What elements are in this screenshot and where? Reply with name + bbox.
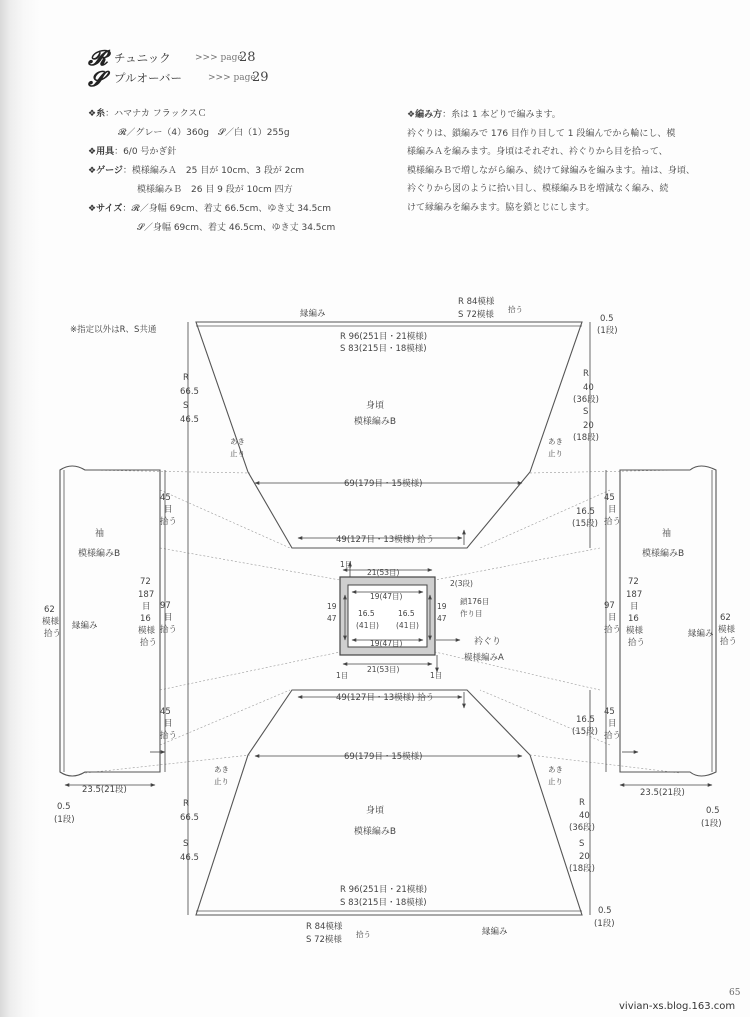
pick-45: 45 — [604, 493, 615, 503]
neck-21: 21(53目) — [367, 665, 400, 674]
chain-2: 作り目 — [460, 609, 483, 618]
edge-05: 0.5 — [706, 806, 720, 816]
pick-187-me: 目 — [142, 602, 151, 612]
sleeve-label: 袖 — [95, 529, 105, 539]
size-r: ：𝓡／身幅 69cm、着丈 66.5cm、ゆき丈 34.5cm — [122, 204, 332, 214]
r40: 40 — [579, 811, 590, 821]
r40-rows: (36段) — [569, 823, 595, 833]
aki-2: 止り — [548, 777, 563, 786]
body-label: 身頃 — [365, 806, 385, 816]
neck-47v: 47 — [437, 614, 447, 623]
s20: 20 — [583, 421, 594, 431]
len-72: 72 — [628, 577, 639, 587]
yarn-colors: 𝓡／グレー（4）360g 𝓢／白（1）255g — [118, 128, 290, 138]
pick-up: 拾う — [508, 305, 523, 314]
neck-19v: 19 — [437, 602, 447, 611]
pick-45-hirou: 拾う — [160, 517, 178, 527]
width-s83: S 83(215目・18模様) — [340, 344, 427, 354]
r-sym: R — [183, 799, 189, 809]
pick-up: 拾う — [356, 930, 371, 939]
aki-2: 止り — [548, 449, 563, 458]
edge-1dan: (1段) — [597, 326, 618, 336]
len-465: 46.5 — [180, 853, 199, 863]
sleeve-label: 袖 — [662, 529, 672, 539]
width-69: 69(179目・15模様) — [344, 752, 423, 762]
pick-97: 97 — [604, 601, 615, 611]
w15dan: (15段) — [572, 727, 598, 737]
title-pullover: プルオーバー — [114, 71, 182, 85]
pick-16-pattern: 模様 — [138, 626, 156, 636]
pattern-b: 模様編みB — [642, 549, 685, 559]
edge-05: 0.5 — [57, 802, 71, 812]
neck-165: 16.5 — [398, 609, 415, 618]
pick-97-hirou: 拾う — [604, 625, 622, 635]
pattern-b: 模様編みB — [78, 549, 121, 559]
pick-16: 16 — [140, 614, 151, 624]
r-sym: R — [579, 798, 585, 808]
pick-45: 45 — [160, 493, 171, 503]
neck-1me: 1目 — [430, 671, 443, 680]
w165: 16.5 — [576, 507, 595, 517]
edge-label: 縁編み — [482, 927, 508, 937]
neck-41: (41目) — [356, 621, 379, 630]
len-465: 46.5 — [180, 415, 199, 425]
pick-16-hirou: 拾う — [628, 638, 646, 648]
aki-1: あき — [548, 765, 563, 774]
pick-62-hirou: 拾う — [720, 637, 738, 647]
pick-45-hirou: 拾う — [160, 731, 178, 741]
aki-1: あき — [230, 437, 245, 446]
page-number: 65 — [729, 988, 741, 998]
chain-1: 鎖176目 — [460, 597, 490, 606]
pick-45: 45 — [160, 707, 171, 717]
pick-45-me: 目 — [608, 505, 617, 515]
gauge-a: ：模様編みＡ 25 目が 10cm、3 段が 2cm — [122, 166, 305, 176]
page-ref-number[interactable]: 29 — [252, 70, 269, 85]
s-sym: S — [183, 401, 189, 411]
width-49: 49(127目・13模様) 拾う — [336, 535, 435, 545]
width-r96: R 96(251目・21模様) — [340, 332, 428, 342]
neck-1me: 1目 — [336, 671, 349, 680]
body-top-outline — [196, 322, 582, 548]
aki-2: 止り — [230, 449, 245, 458]
width-69: 69(179目・15模様) — [344, 479, 423, 489]
len-665: 66.5 — [180, 813, 199, 823]
edge-label: 縁編み — [300, 309, 326, 319]
edge-label: 縁編み — [688, 629, 714, 639]
s20-rows: (18段) — [569, 864, 595, 874]
top-r-count: R 84模様 — [458, 297, 495, 307]
yarn-value: ：ハマナカ フラックスＣ — [105, 109, 207, 119]
pick-97-me: 目 — [164, 613, 173, 623]
gauge-b: 模様編みＢ 26 目 9 段が 10cm 四方 — [137, 185, 293, 195]
pattern-b: 模様編みB — [353, 417, 397, 427]
neck-19v: 19 — [327, 602, 337, 611]
pick-45: 45 — [604, 707, 615, 717]
w165: 16.5 — [576, 715, 595, 725]
pick-97: 97 — [160, 601, 171, 611]
pick-97-hirou: 拾う — [160, 625, 178, 635]
aki-2: 止り — [214, 777, 229, 786]
neck-165: 16.5 — [358, 609, 375, 618]
s-sym: S — [183, 839, 189, 849]
body-label: 身頃 — [365, 401, 385, 411]
neck-1me: 1目 — [340, 560, 353, 569]
r40-rows: (36段) — [573, 395, 599, 405]
pick-45-me: 目 — [608, 719, 617, 729]
width-49: 49(127目・13模様) 拾う — [336, 693, 435, 703]
pick-187-me: 目 — [630, 602, 639, 612]
pattern-b: 模様編みB — [353, 827, 397, 837]
pick-62-pattern: 模様 — [718, 625, 736, 635]
top-s-count: S 72模様 — [458, 310, 494, 320]
gauge-label: ❖ゲージ — [88, 166, 123, 176]
yarn-label: ❖糸 — [88, 109, 106, 119]
neck-2-3: 2(3段) — [450, 579, 473, 588]
size-label: ❖サイズ — [88, 204, 123, 214]
method-label: ❖編み方 — [407, 110, 443, 120]
pick-97-me: 目 — [608, 613, 617, 623]
w15dan: (15段) — [572, 519, 598, 529]
edge-05: 0.5 — [598, 906, 612, 916]
symbol-s: 𝓢 — [88, 66, 105, 91]
title-tunic: チュニック — [114, 51, 171, 65]
watermark: vivian-xs.blog.163.com — [619, 1001, 736, 1012]
aki-1: あき — [214, 765, 229, 774]
pick-16: 16 — [628, 614, 639, 624]
pick-45-me: 目 — [164, 505, 173, 515]
r40: 40 — [583, 383, 594, 393]
edge-1dan: (1段) — [54, 815, 75, 825]
size-s: 𝓢／身幅 69cm、着丈 46.5cm、ゆき丈 34.5cm — [137, 223, 336, 233]
edge-1dan: (1段) — [594, 919, 615, 929]
neck-19: 19(47目) — [370, 639, 403, 648]
neck-19: 19(47目) — [370, 592, 403, 601]
pick-45-hirou: 拾う — [604, 731, 622, 741]
method-line: けて縁編みを編みます。脇を鎖とじにします。 — [407, 202, 595, 213]
collar-pattern: 模様編みA — [464, 653, 504, 663]
note-common: ※指定以外はR、S共通 — [70, 325, 157, 335]
method-line: 衿ぐりから図のように拾い目し、模様編みＢを増減なく編み、続 — [407, 184, 669, 194]
edge-label: 縁編み — [72, 621, 98, 631]
sleeve-width: 23.5(21段) — [82, 785, 127, 795]
s20: 20 — [579, 852, 590, 862]
s20-rows: (18段) — [573, 433, 599, 443]
pick-187: 187 — [138, 590, 155, 600]
pick-62-hirou: 拾う — [44, 629, 62, 639]
r-sym: R — [183, 373, 189, 383]
tool-value: ：6/0 号かぎ針 — [114, 147, 177, 157]
width-r96: R 96(251目・21模様) — [340, 885, 428, 895]
edge-05: 0.5 — [600, 314, 614, 324]
pick-45-me: 目 — [164, 719, 173, 729]
method-line: 模様編みＢで増しながら編み、続けて縁編みを編みます。袖は、身頃、 — [407, 165, 695, 176]
pick-62: 62 — [720, 613, 731, 623]
method-line: 衿ぐりは、鎖編みで 176 目作り目して 1 段編んでから輪にし、模 — [407, 128, 676, 139]
r-sym: R — [583, 369, 589, 379]
bottom-s-count: S 72模様 — [306, 935, 342, 945]
sleeve-width: 23.5(21段) — [640, 788, 685, 798]
tool-label: ❖用具 — [88, 147, 115, 157]
pick-187: 187 — [626, 590, 643, 600]
symbol-r: 𝓡 — [88, 45, 108, 70]
edge-1dan: (1段) — [701, 819, 722, 829]
pick-16-pattern: 模様 — [626, 626, 644, 636]
len-72: 72 — [140, 577, 151, 587]
pick-16-hirou: 拾う — [140, 638, 158, 648]
pick-62-pattern: 模様 — [42, 617, 60, 627]
s-sym: S — [579, 839, 585, 849]
neck-21: 21(53目) — [367, 568, 400, 577]
method-line: 様編みＡを編みます。身頃はそれぞれ、衿ぐりから目を拾って、 — [407, 147, 668, 157]
len-665: 66.5 — [180, 387, 199, 397]
s-sym: S — [583, 407, 589, 417]
pick-62: 62 — [44, 605, 55, 615]
pick-45-hirou: 拾う — [604, 517, 622, 527]
neck-41: (41目) — [396, 621, 419, 630]
page-ref-number[interactable]: 28 — [239, 50, 256, 65]
neck-47v: 47 — [327, 614, 337, 623]
method-line: ：糸は 1 本どりで編みます。 — [442, 110, 561, 120]
width-s83: S 83(215目・18模様) — [340, 898, 427, 908]
page-ref-arrow: >>> page — [195, 53, 243, 63]
bottom-r-count: R 84模様 — [306, 922, 343, 932]
page-ref-arrow: >>> page — [208, 73, 256, 83]
collar-label: 衿ぐり — [474, 637, 502, 647]
aki-1: あき — [548, 437, 563, 446]
